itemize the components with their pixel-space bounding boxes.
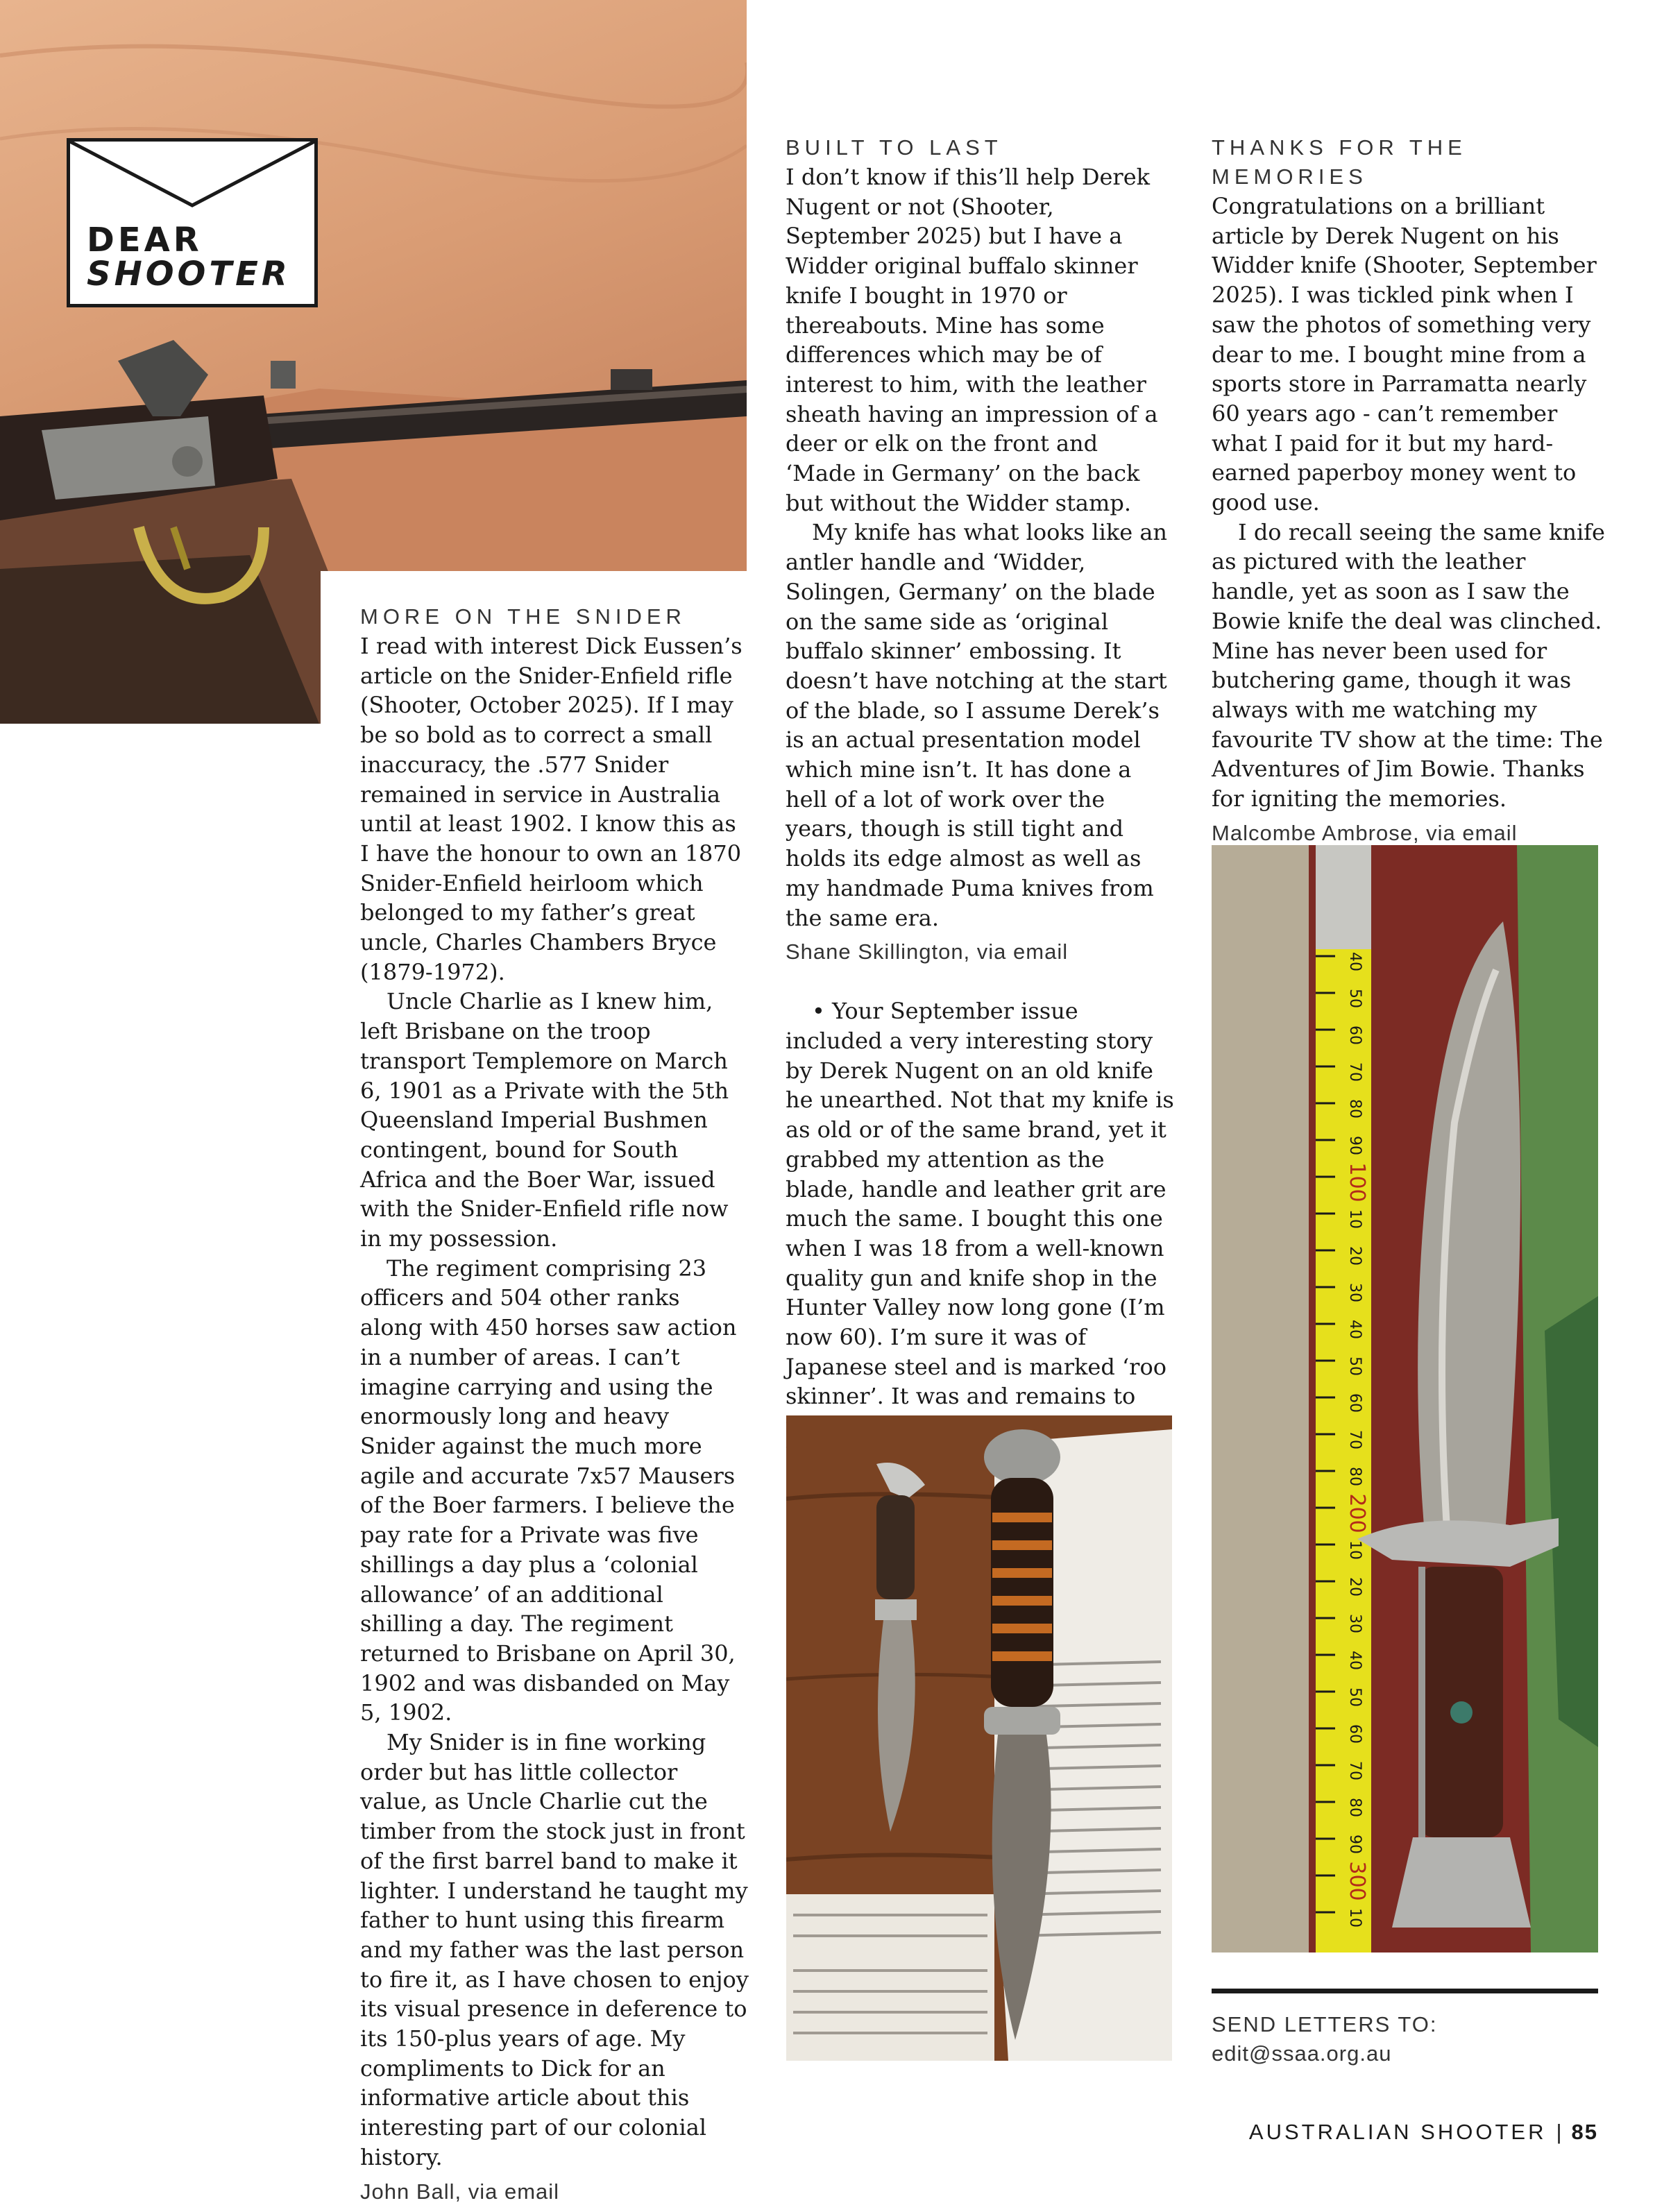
letter-heading: THANKS FOR THE MEMORIES	[1212, 135, 1467, 189]
tape-label: 70	[1346, 1062, 1364, 1082]
page-number: 85	[1571, 2120, 1598, 2144]
page-footer	[1249, 2120, 1598, 2145]
publication-name: AUSTRALIAN SHOOTER	[1248, 2120, 1547, 2144]
letter-heading: MORE ON THE SNIDER	[360, 604, 686, 629]
letter-paragraph: • Your September issue included a very interesting story by Derek Nugent on an old knife he unearthed. Not that my knife is as old or of the same brand, yet it grabbed my attention as the blade, handle and leather grit are much the same. I bought this one when I was 18 from a well-known quality gun and knife shop in the Hunter Valley now long gone (I’m now 60). I’m sure it was of Japanese steel and is marked ‘roo skinner’. It was and remains to	[786, 998, 1174, 1410]
tape-label: 100	[1345, 1162, 1369, 1202]
tape-label: 70	[1346, 1761, 1364, 1780]
tape-label: 70	[1346, 1430, 1364, 1449]
letter-memories	[1212, 133, 1607, 849]
tape-label: 80	[1346, 1099, 1364, 1118]
letter-signature: John Ball, via email	[360, 2179, 560, 2204]
tape-label: 80	[1346, 1798, 1364, 1817]
footer-separator: |	[1556, 2120, 1562, 2144]
sidebar-divider	[1212, 1989, 1598, 1993]
letter-heading: BUILT TO LAST	[786, 135, 1003, 160]
tape-label: 60	[1346, 1026, 1364, 1045]
tape-label: 30	[1346, 1614, 1364, 1633]
letter-paragraph: My Snider is in fine working order but has little collector value, as Uncle Charlie cut the timber from the stock just in front of the first barrel band to make it lighter. I understand he taught my father to hunt using this firearm and my father was the last person to fire it, as I have chosen to enjoy its visual presence in deference to its 150-plus years of age. My compliments to Dick for an informative article about this interesting part of our colonial history.	[360, 1729, 749, 2170]
tape-label: 50	[1346, 1356, 1364, 1376]
tape-label: 40	[1346, 1651, 1364, 1670]
tape-label: 50	[1346, 1687, 1364, 1707]
tape-label: 90	[1346, 1835, 1364, 1854]
tape-label: 60	[1346, 1393, 1364, 1413]
letter-paragraph: I don’t know if this’ll help Derek Nugent or not (Shooter, September 2025) but I have a Widder original buffalo skinner knife I bought in 1970 or thereabouts. Mine has some differences which may be of interest to him, with the leather sheath having an impression of a deer or elk on the front and ‘Made in Germany’ on the back but without the Widder stamp.	[786, 164, 1158, 516]
tape-label: 20	[1346, 1246, 1364, 1266]
skinning-knives-illustration	[786, 1415, 1172, 2061]
letter-paragraph: My knife has what looks like an antler handle and ‘Widder, Solingen, Germany’ on the blade on the same side as ‘original buffalo skinner’ embossing. It doesn’t have notching at the start of the blade, so I assume Derek’s is an actual presentation model which mine isn’t. It has done a hell of a lot of work over the years, though is still tight and holds its edge almost as well as my handmade Puma knives from the same era.	[786, 519, 1167, 931]
tape-label: 300	[1345, 1861, 1369, 1901]
tape-label: 90	[1346, 1136, 1364, 1155]
tape-label: 200	[1345, 1493, 1369, 1533]
send-letters-label: SEND LETTERS TO:	[1212, 2012, 1438, 2036]
tape-label: 10	[1346, 1209, 1364, 1229]
tape-label: 60	[1346, 1724, 1364, 1744]
tape-label: 10	[1346, 1540, 1364, 1560]
tape-label: 10	[1346, 1908, 1364, 1928]
letter-paragraph: Uncle Charlie as I knew him, left Brisbane on the troop transport Templemore on March 6, 1901 as a Private with the 5th Queensland Imperial Bushmen contingent, bound for South Africa and the Boer War, issued with the Snider-Enfield rifle now in my possession.	[360, 988, 729, 1252]
tape-label: 40	[1346, 952, 1364, 971]
dear-shooter-badge	[67, 138, 318, 307]
letter-snider	[360, 602, 749, 2207]
knife-photo-skinners	[786, 1415, 1172, 2061]
letter-paragraph: Congratulations on a brilliant article by Derek Nugent on his Widder knife (Shooter, September 2025). I was tickled pink when I saw the photos of something very dear to me. I bought mine from a sports store in Parramatta nearly 60 years ago - can’t remember what I paid for it but my hard-earned paperboy money went to good use.	[1212, 193, 1597, 516]
tape-label: 40	[1346, 1320, 1364, 1339]
tape-label: 30	[1346, 1283, 1364, 1302]
letter-signature: Shane Skillington, via email	[786, 939, 1069, 964]
badge-line-shooter: SHOOTER	[87, 255, 291, 293]
tape-label: 80	[1346, 1467, 1364, 1486]
send-letters-email: edit@ssaa.org.au	[1212, 2041, 1392, 2066]
letter-paragraph: The regiment comprising 23 officers and 504 other ranks along with 450 horses saw action in a number of areas. I can’t imagine carrying and using the enormously long and heavy Snider against the much more agile and accurate 7x57 Mausers of the Boer farmers. I believe the pay rate for a Private was five shillings a day plus a ‘colonial allowance’ of an additional shilling a day. The regiment returned to Brisbane on April 30, 1902 and was disbanded on May 5, 1902.	[360, 1254, 737, 1726]
letter-paragraph: I do recall seeing the same knife as pictured with the leather handle, yet as soon as I saw the Bowie knife the deal was clinched. Mine has never been used for butchering game, though it was always with me watching my favourite TV show at the time: The Adventures of Jim Bowie. Thanks for igniting the memories.	[1212, 518, 1605, 813]
tape-label: 50	[1346, 989, 1364, 1008]
letter-signature: Malcombe Ambrose, via email	[1212, 820, 1518, 845]
letter-built-to-last	[786, 133, 1174, 1506]
letter-paragraph: I read with interest Dick Eussen’s article on the Snider-Enfield rifle (Shooter, October 2025). If I may be so bold as to correct a small inaccuracy, the .577 Snider remained in service in Australia until at least 1902. I know this as I have the honour to own an 1870 Snider-Enfield heirloom which belonged to my father’s great uncle, Charles Chambers Bryce (1879-1972).	[360, 633, 743, 985]
tape-label: 20	[1346, 1577, 1364, 1597]
bowie-knife-illustration	[1212, 845, 1598, 1952]
badge-line-dear: DEAR	[87, 221, 203, 260]
knife-photo-bowie	[1212, 845, 1598, 1952]
